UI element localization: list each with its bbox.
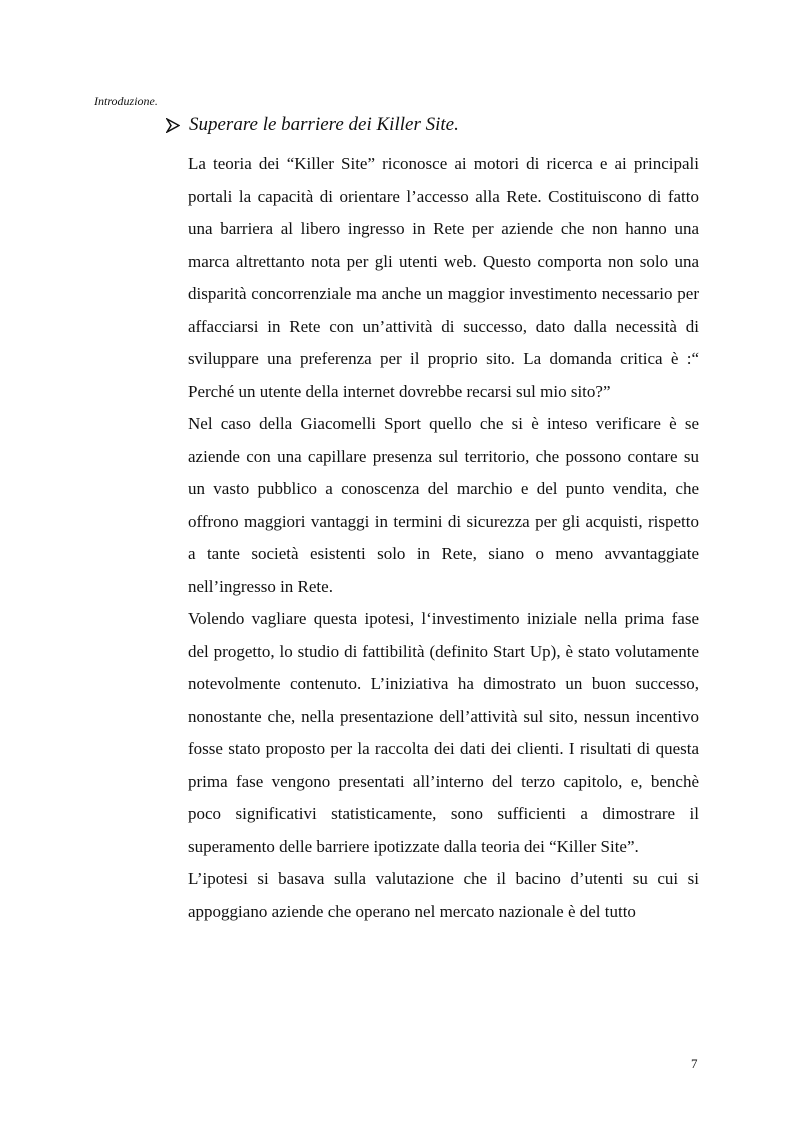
arrow-bullet-icon bbox=[166, 118, 180, 133]
paragraph-4: L’ipotesi si basava sulla valutazione che il bacino d’utenti su cui si appoggiano aziende che operano nel mercato nazionale è del tutto bbox=[188, 869, 699, 921]
paragraph-1: La teoria dei “Killer Site” riconosce ai motori di ricerca e ai principali portali la capacità di orientare l’accesso alla Rete. Costituiscono di fatto una barriera al libero ingresso in Rete per aziende che non hanno una marca altrettanto nota per gli utenti web. Questo comporta non solo una disparità concorrenziale ma anche un maggior investimento necessario per affacciarsi in Rete con un’attività di successo, dato dalla necessità di sviluppare una preferenza per il proprio sito. La domanda critica è :“ Perché un utente della internet dovrebbe recarsi sul mio sito?” bbox=[188, 154, 699, 401]
page-number: 7 bbox=[691, 1056, 698, 1071]
paragraph-2: Nel caso della Giacomelli Sport quello che si è inteso verificare è se aziende con una capillare presenza sul territorio, che possono contare su un vasto pubblico a conoscenza del marchio e del punto vendita, che offrono maggiori vantaggi in termini di sicurezza per gli acquisti, rispetto a tante società esistenti solo in Rete, siano o meno avvantaggiate nell’ingresso in Rete. bbox=[188, 414, 699, 596]
paragraph-3: Volendo vagliare questa ipotesi, l‘investimento iniziale nella prima fase del progetto, lo studio di fattibilità (definito Start Up), è stato volutamente notevolmente contenuto. L’iniziativa ha dimostrato un buon successo, nonostante che, nella presentazione dell’attività sul sito, nessun incentivo fosse stato proposto per la raccolta dei dati dei clienti. I risultati di questa prima fase vengono presentati all’interno del terzo capitolo, e, benchè poco significativi statisticamente, sono sufficienti a dimostrare il superamento delle barriere ipotizzate dalla teoria dei “Killer Site”. bbox=[188, 609, 699, 856]
section-heading-text: Superare le barriere dei Killer Site. bbox=[189, 114, 459, 135]
body-text bbox=[188, 148, 699, 928]
running-head: Introduzione. bbox=[94, 94, 158, 108]
section-heading bbox=[166, 114, 459, 136]
